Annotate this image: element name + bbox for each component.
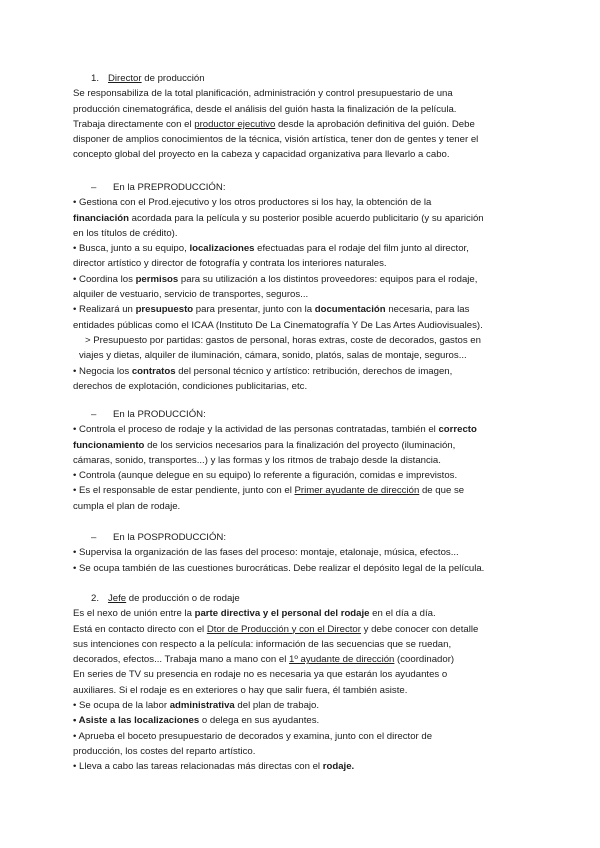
bullet-line: en los títulos de crédito). — [73, 227, 178, 239]
text: • Negocia los — [73, 365, 132, 377]
paragraph-line: disponer de amplios conocimientos de la técnica, visión artística, tener don de gentes y tener el — [73, 134, 479, 146]
text: del personal técnico y artístico: retribución, derechos de imagen, — [175, 365, 453, 377]
bullet-line — [73, 272, 529, 287]
text: para su utilización a los distintos proveedores: equipos para el rodaje, — [178, 273, 478, 285]
underlined-text: 1º ayudante de dirección — [289, 654, 395, 666]
bold-text: correcto — [438, 424, 477, 436]
section-heading — [73, 591, 529, 606]
subsection-heading — [73, 180, 529, 195]
underlined-text: Primer ayudante de dirección — [294, 485, 420, 497]
text: en el día a día. — [369, 608, 436, 620]
paragraph-line — [73, 652, 529, 667]
text: efectuadas para el rodaje del film junto al director, — [254, 243, 469, 255]
bullet-line — [73, 302, 529, 317]
text: del plan de trabajo. — [234, 700, 320, 712]
text: • Realizará un — [73, 304, 136, 316]
bold-text: presupuesto — [135, 304, 194, 316]
underlined-text: productor ejecutivo — [194, 118, 276, 130]
subsection-title: En la PRODUCCIÓN: — [113, 409, 206, 420]
subsection-heading — [73, 407, 529, 422]
bullet-line: • Se ocupa también de las cuestiones burocráticas. Debe realizar el depósito legal de la película. — [73, 562, 485, 574]
section-posproduccion — [73, 530, 529, 576]
text: desde la aprobación definitiva del guión. Debe — [275, 118, 475, 130]
heading-underlined-text: Jefe — [108, 593, 127, 604]
text: y debe conocer con detalle — [360, 623, 479, 635]
bold-text: documentación — [314, 304, 386, 316]
text: para presentar, junto con la — [193, 304, 315, 316]
subsection-title: En la PREPRODUCCIÓN: — [113, 182, 226, 193]
bullet-line: producción, los costes del reparto artístico. — [73, 745, 256, 757]
text: • Se ocupa de la labor — [73, 700, 170, 712]
paragraph-line: auxiliares. Si el rodaje es en exteriores o hay que salir fuera, él también asiste. — [73, 684, 408, 696]
section-director-produccion — [73, 71, 529, 163]
paragraph-line: concepto global del proyecto en la cabeza y capacidad organizativa para llevarlo a cabo. — [73, 149, 450, 161]
bold-text: localizaciones — [189, 243, 255, 255]
section-preproduccion — [73, 180, 529, 394]
bullet-line — [73, 422, 529, 437]
text: de los servicios necesarios para la finalización del proyecto (iluminación, — [144, 439, 456, 451]
text: Está en contacto directo con el — [73, 623, 207, 635]
bold-text: permisos — [135, 273, 179, 285]
bullet-line: entidades públicas como el ICAA (Instituto De La Cinematografía Y De Las Artes Audiovisuales). — [73, 319, 483, 331]
subsection-heading — [73, 530, 529, 545]
paragraph-line — [73, 117, 529, 132]
text: • Controla el proceso de rodaje y la actividad de las personas contratadas, también el — [73, 424, 439, 436]
text: o delega en sus ayudantes. — [199, 715, 320, 727]
text: de que se — [419, 485, 465, 497]
heading-text: de producción o de rodaje — [126, 593, 240, 604]
bullet-line: director artístico y director de fotografía y contrata los interiores naturales. — [73, 258, 387, 270]
paragraph-line: En series de TV su presencia en rodaje no es necesaria ya que estarán los ayudantes o — [73, 669, 448, 681]
underlined-text: Dtor de Producción y con el Director — [206, 623, 361, 635]
bullet-line: • Gestiona con el Prod.ejecutivo y los otros productores si los hay, la obtención de la — [73, 197, 432, 209]
sub-bullet-line: viajes y dietas, alquiler de iluminación, cámara, sonido, platós, salas de montaje, seguros... — [79, 350, 467, 362]
paragraph-line: sus intenciones con respecto a la película: información de las secuencias que se ruedan, — [73, 638, 452, 650]
paragraph-line — [73, 622, 529, 637]
bullet-line: alquiler de vestuario, servicio de transportes, seguros... — [73, 289, 309, 301]
bold-text: administrativa — [169, 700, 235, 712]
bullet-line — [73, 241, 529, 256]
heading-text: de producción — [141, 73, 205, 84]
bullet-line — [73, 698, 529, 713]
text: Trabaja directamente con el — [73, 118, 195, 130]
text: (coordinador) — [394, 654, 455, 666]
bullet-line: • Controla (aunque delegue en su equipo) lo referente a figuración, comidas e imprevistos. — [73, 470, 458, 482]
bullet-line — [73, 211, 529, 226]
bold-text: rodaje. — [322, 761, 355, 773]
bold-text: parte directiva y el personal del rodaje — [194, 608, 370, 620]
bullet-line — [73, 483, 529, 498]
paragraph-line — [73, 606, 529, 621]
paragraph-line: producción cinematográfica, desde el análisis del guión hasta la finalización de la película. — [73, 103, 457, 115]
bullet-line — [73, 759, 529, 774]
bullet-line: derechos de explotación, condiciones publicitarias, etc. — [73, 380, 308, 392]
bold-text: contratos — [131, 365, 176, 377]
text: • Coordina los — [73, 273, 136, 285]
bullet-line — [73, 364, 529, 379]
text: • Busca, junto a su equipo, — [73, 243, 190, 255]
text: decorados, efectos... Trabaja mano a mano con el — [73, 654, 289, 666]
dash-marker: – — [91, 532, 97, 543]
dash-marker: – — [91, 409, 97, 420]
list-number: 2. — [91, 593, 100, 604]
text: Es el nexo de unión entre la — [73, 608, 195, 620]
sub-bullet-line: > Presupuesto por partidas: gastos de personal, horas extras, coste de decorados, gastos en — [85, 334, 481, 346]
bold-text: financiación — [73, 212, 129, 224]
section-jefe-produccion — [73, 591, 529, 775]
dash-marker: – — [91, 182, 97, 193]
bold-text: funcionamiento — [73, 439, 145, 451]
heading-underlined-text: Director — [108, 73, 142, 84]
subsection-title: En la POSPRODUCCIÓN: — [113, 532, 227, 543]
section-heading — [73, 71, 529, 86]
bullet-line: • Supervisa la organización de las fases del proceso: montaje, etalonaje, música, efectos... — [73, 547, 459, 559]
bullet-line — [73, 438, 529, 453]
bullet-line — [73, 713, 529, 728]
bold-text: • Asiste a las localizaciones — [73, 715, 200, 727]
text: acordada para la película y su posterior posible acuerdo publicitario (y su aparición — [128, 212, 484, 224]
section-produccion — [73, 407, 529, 514]
list-number: 1. — [91, 73, 100, 84]
bullet-line: • Aprueba el boceto presupuestario de decorados y examina, junto con el director de — [73, 730, 433, 742]
paragraph-line: Se responsabiliza de la total planificación, administración y control presupuestario de una — [73, 88, 453, 100]
bullet-line: cumpla el plan de rodaje. — [73, 500, 181, 512]
bullet-line: cámaras, sonido, transportes...) y las formas y los ritmos de trabajo desde la distancia. — [73, 454, 441, 466]
text: • Es el responsable de estar pendiente, junto con el — [73, 485, 295, 497]
text: necesaria, para las — [385, 304, 470, 316]
text: • Lleva a cabo las tareas relacionadas más directas con el — [73, 761, 323, 773]
